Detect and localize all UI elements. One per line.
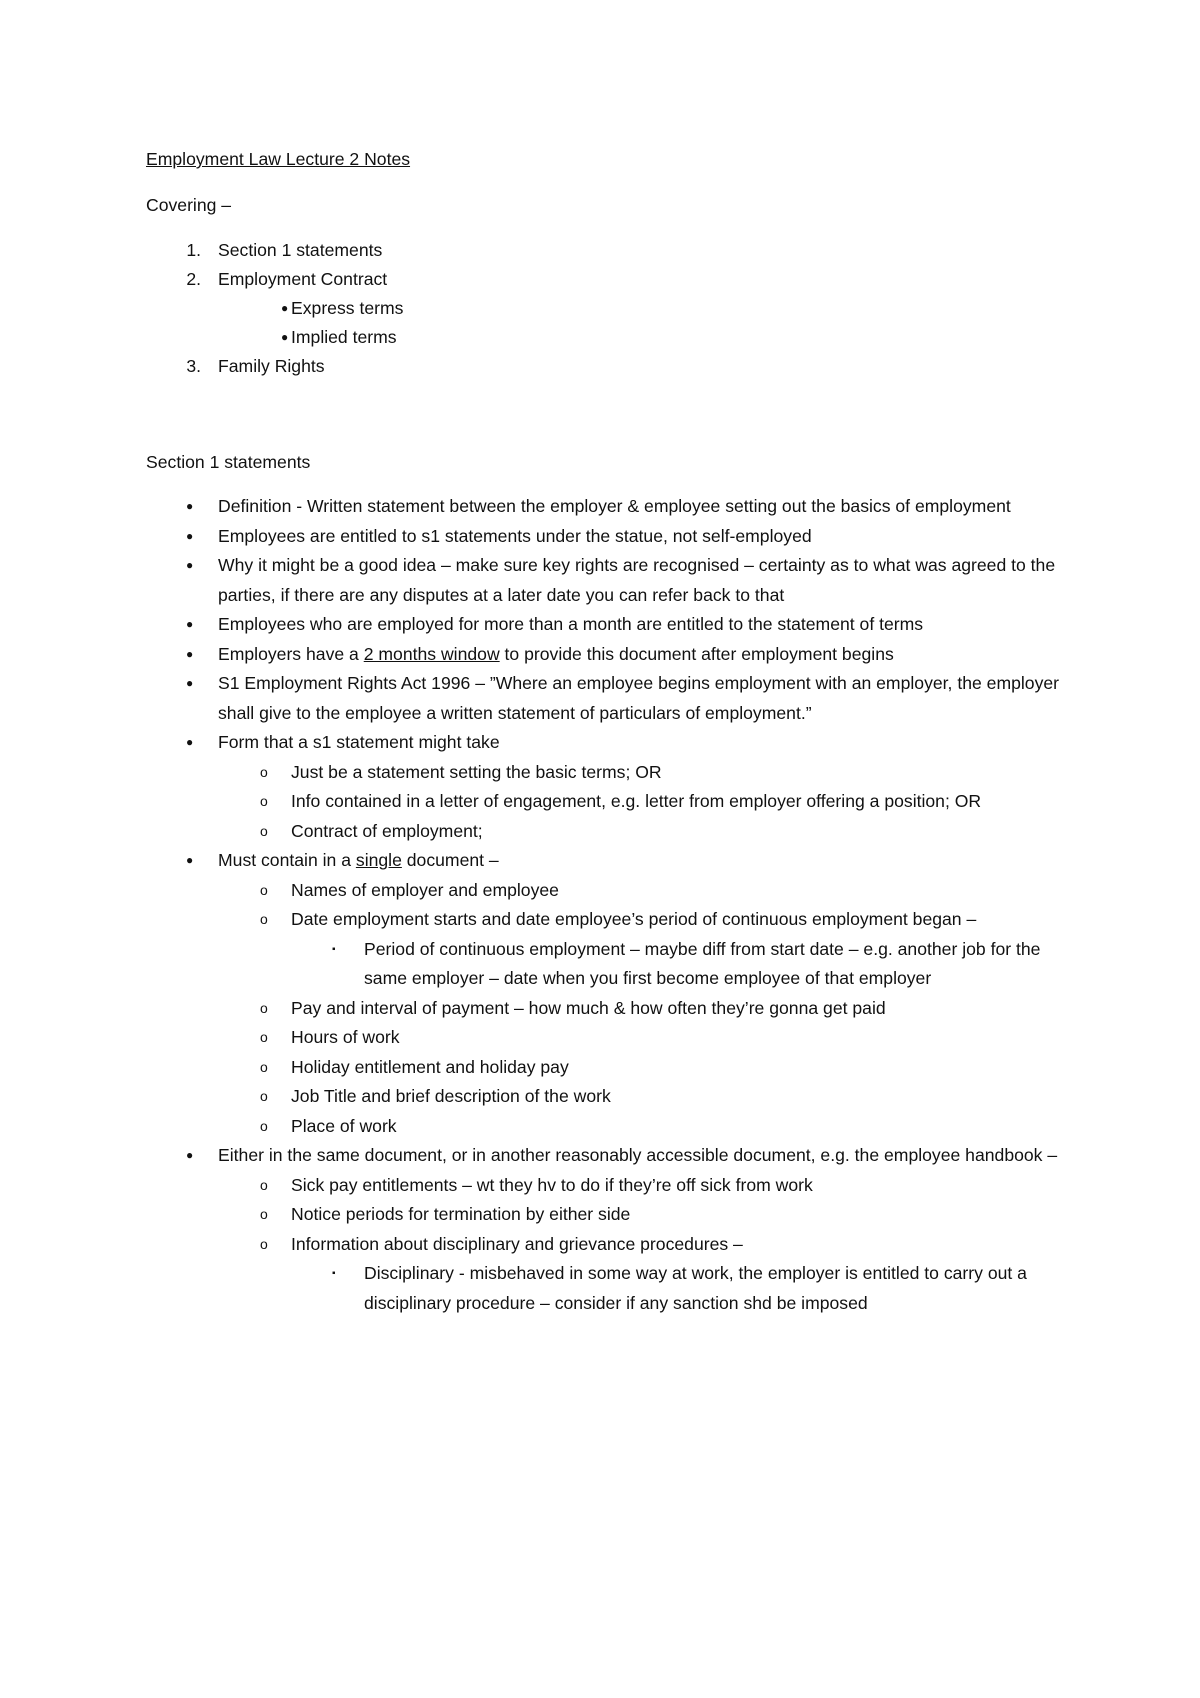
sub-bullet-item <box>146 1112 1066 1142</box>
bullet-item <box>146 610 1066 640</box>
sub-bullet-text: Job Title and brief description of the work <box>291 1086 611 1106</box>
sub-bullet-item <box>146 1200 1066 1230</box>
covering-list <box>146 236 1046 381</box>
sub-bullet-item <box>146 817 1066 847</box>
sub-bullet-text: Info contained in a letter of engagement, e.g. letter from employer offering a position; OR <box>291 791 982 811</box>
bullet-item <box>146 1141 1066 1171</box>
sub-bullet-text: Place of work <box>291 1115 397 1136</box>
circle-bullet-icon: o <box>260 1088 268 1104</box>
bullet-text: Why it might be a good idea – make sure key rights are recognised – certainty as to what was agreed to the parties, if there are any disputes at a later date you can refer back to that <box>218 555 1056 605</box>
bullet-item <box>146 492 1066 522</box>
circle-bullet-icon: o <box>260 999 268 1016</box>
sub-bullet-text: Information about disciplinary and grievance procedures – <box>291 1233 743 1254</box>
sub-bullet-text: Names of employer and employee <box>291 879 559 900</box>
toc-number: 3. <box>186 356 201 376</box>
circle-bullet-icon: o <box>260 1176 268 1193</box>
section-bullets <box>146 492 1066 1318</box>
toc-text: Employment Contract <box>218 269 388 289</box>
bullet-text: Either in the same document, or in another reasonably accessible document, e.g. the employee handbook – <box>218 1145 1058 1165</box>
sub-bullet-text: Pay and interval of payment – how much & how often they’re gonna get paid <box>291 997 886 1018</box>
toc-subitem <box>146 323 1046 352</box>
document-title: Employment Law Lecture 2 Notes <box>146 149 411 169</box>
bullet-icon: ● <box>186 528 194 543</box>
square-bullet-icon: ▪ <box>332 1268 336 1279</box>
bullet-icon: ● <box>186 617 194 631</box>
sub-bullet-text: Date employment starts and date employee’s period of continuous employment began – <box>291 909 977 929</box>
bullet-icon: ● <box>186 558 194 572</box>
bullet-icon: ● <box>186 1148 194 1162</box>
bullet-text-part: document – <box>401 850 499 870</box>
toc-item <box>146 236 1046 265</box>
toc-number: 2. <box>186 269 201 289</box>
bullet-icon: ● <box>281 330 289 344</box>
circle-bullet-icon: o <box>260 763 268 780</box>
sub-bullet-item <box>146 1171 1066 1201</box>
toc-subtext: Implied terms <box>291 327 397 347</box>
toc-item <box>146 265 1046 294</box>
circle-bullet-icon: o <box>260 881 268 898</box>
underlined-text: 2 months window <box>363 643 500 664</box>
bullet-text-part: Employers have a <box>218 643 364 664</box>
bullet-icon: ● <box>281 301 289 315</box>
sub-bullet-text: Just be a statement setting the basic terms; OR <box>291 761 662 782</box>
square-bullet-icon: ▪ <box>332 943 336 955</box>
sub-bullet-item <box>146 994 1066 1024</box>
bullet-text: Employees are entitled to s1 statements under the statue, not self-employed <box>218 525 812 546</box>
bullet-item <box>146 551 1066 610</box>
bullet-icon: ● <box>186 676 194 690</box>
bullet-text-part: Must contain in a <box>218 850 356 870</box>
sub-sub-bullet-item <box>146 935 1066 994</box>
sub-bullet-item <box>146 1082 1066 1112</box>
toc-item <box>146 352 1046 381</box>
toc-subitem <box>146 294 1046 323</box>
toc-number: 1. <box>186 240 201 260</box>
sub-bullet-text: Contract of employment; <box>291 820 483 841</box>
sub-bullet-item <box>146 1053 1066 1083</box>
sub-bullet-item <box>146 905 1066 935</box>
bullet-item <box>146 669 1066 728</box>
bullet-icon: ● <box>186 735 194 749</box>
sub-bullet-item <box>146 876 1066 906</box>
circle-bullet-icon: o <box>260 1235 268 1252</box>
bullet-text: Definition - Written statement between the employer & employee setting out the basics of employment <box>218 496 1011 516</box>
sub-bullet-item <box>146 787 1066 817</box>
bullet-icon: ● <box>186 499 194 513</box>
covering-label: Covering – <box>146 195 232 215</box>
bullet-text-part: to provide this document after employment begins <box>499 643 894 664</box>
circle-bullet-icon: o <box>260 822 268 839</box>
bullet-item <box>146 522 1066 552</box>
bullet-text: Employees who are employed for more than a month are entitled to the statement of terms <box>218 614 924 634</box>
bullet-item <box>146 846 1066 876</box>
sub-bullet-item <box>146 758 1066 788</box>
circle-bullet-icon: o <box>260 911 268 927</box>
sub-bullet-text: Hours of work <box>291 1027 400 1047</box>
circle-bullet-icon: o <box>260 1058 268 1075</box>
circle-bullet-icon: o <box>260 1117 268 1134</box>
sub-bullet-item <box>146 1023 1066 1053</box>
bullet-item <box>146 640 1066 670</box>
sub-bullet-text: Notice periods for termination by either side <box>291 1204 631 1224</box>
bullet-item <box>146 728 1066 758</box>
circle-bullet-icon: o <box>260 1029 268 1045</box>
sub-sub-bullet-text: Period of continuous employment – maybe diff from start date – e.g. another job for the same employer – date when you first become employee of that employer <box>364 938 1041 988</box>
bullet-icon: ● <box>186 853 194 867</box>
circle-bullet-icon: o <box>260 1206 268 1222</box>
sub-sub-bullet-text: Disciplinary - misbehaved in some way at work, the employer is entitled to carry out a disciplinary procedure – consider if any sanction shd be imposed <box>364 1263 1027 1313</box>
sub-sub-bullet-item <box>146 1259 1066 1318</box>
underlined-text: single <box>355 850 402 870</box>
sub-bullet-text: Sick pay entitlements – wt they hv to do if they’re off sick from work <box>291 1174 813 1195</box>
sub-bullet-text: Holiday entitlement and holiday pay <box>291 1056 569 1077</box>
toc-text: Section 1 statements <box>218 240 383 260</box>
bullet-text: S1 Employment Rights Act 1996 – ”Where an employee begins employment with an employer, the employer shall give to the employee a written statement of particulars of employment.” <box>218 673 1060 723</box>
toc-text: Family Rights <box>218 356 325 376</box>
section-heading: Section 1 statements <box>146 452 311 472</box>
bullet-text: Form that a s1 statement might take <box>218 732 500 752</box>
toc-subtext: Express terms <box>291 298 404 318</box>
sub-bullet-item <box>146 1230 1066 1260</box>
circle-bullet-icon: o <box>260 793 268 809</box>
bullet-icon: ● <box>186 646 194 661</box>
